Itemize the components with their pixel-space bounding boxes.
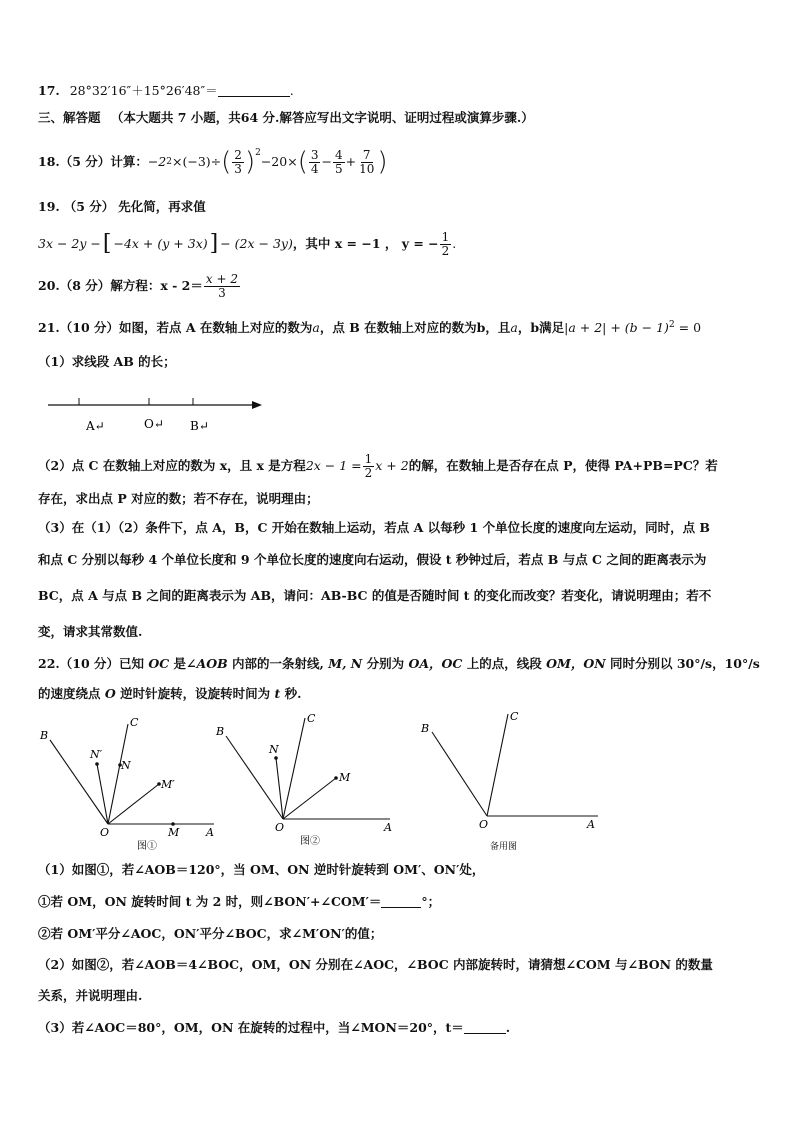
q22-part1-b: ②若 OM′平分∠AOC，ON′平分∠BOC，求∠M′ON′的值； bbox=[38, 926, 383, 941]
expr-part: − (2x − 3y) bbox=[220, 236, 293, 251]
q22-part3 bbox=[38, 1019, 510, 1037]
answer-blank[interactable] bbox=[218, 84, 290, 97]
fraction: $\frac{1}{2}$ bbox=[364, 451, 373, 480]
question-number: 20. bbox=[38, 278, 60, 293]
text: 是∠ bbox=[169, 656, 197, 671]
text: 逆时针旋转，设旋转时间为 bbox=[115, 686, 275, 701]
var: AOB bbox=[196, 656, 228, 671]
label-c: C bbox=[130, 716, 139, 729]
condition-eq: = 0 bbox=[674, 320, 702, 336]
expr-part: −20× bbox=[260, 154, 298, 169]
label-a: A bbox=[384, 821, 392, 834]
angle-sum-expression: 28°32′16″＋15°26′48″＝ bbox=[69, 83, 218, 98]
text: ，点 B 在数轴上对应的数为 bbox=[319, 320, 477, 336]
question-number: 22. bbox=[38, 656, 60, 671]
angle-figures bbox=[30, 712, 610, 860]
label-n: N bbox=[121, 759, 131, 772]
section-header bbox=[38, 109, 534, 127]
q21-part3-line4: 变，请求其常数值. bbox=[38, 624, 143, 639]
text: （2）点 C 在数轴上对应的数为 x，且 x 是方程 bbox=[38, 458, 306, 473]
expr-part: 3x − 2y − bbox=[38, 236, 101, 251]
exponent: 2 bbox=[255, 148, 261, 158]
equation: x + 2 bbox=[375, 458, 409, 473]
fraction: $\frac{4}{5}$ bbox=[334, 147, 343, 176]
answer-blank[interactable] bbox=[464, 1021, 506, 1034]
label-m: M bbox=[168, 826, 180, 839]
label-b: B bbox=[40, 729, 49, 742]
number-line-figure bbox=[40, 390, 280, 436]
ray-oc bbox=[487, 714, 508, 816]
equation: 2x − 1 = bbox=[305, 458, 362, 473]
exponent: 2 bbox=[166, 157, 172, 167]
figure-3 bbox=[420, 712, 598, 852]
figure-caption: 图② bbox=[300, 836, 320, 847]
text: 上的点，线段 bbox=[462, 656, 547, 671]
label-b: B bbox=[421, 722, 430, 735]
ray-oc bbox=[108, 724, 128, 824]
text: ， bbox=[517, 320, 531, 336]
text: 已知 bbox=[119, 656, 149, 671]
question-text: 先化简，再求值 bbox=[118, 199, 206, 214]
var: O bbox=[104, 686, 116, 701]
text: 满足 bbox=[539, 320, 565, 336]
exponent: 2 bbox=[668, 320, 675, 330]
label-o: O bbox=[100, 826, 110, 839]
label-c: C bbox=[510, 712, 519, 723]
answer-blank[interactable] bbox=[381, 895, 421, 908]
text: ①若 OM，ON 旋转时间 t 为 2 时，则∠BON′+∠COM′＝ bbox=[38, 894, 382, 909]
question-19 bbox=[38, 198, 206, 216]
section-title: 三、解答题 bbox=[38, 110, 101, 125]
label-n-prime: N′ bbox=[90, 748, 103, 761]
q22-part2-line1: （2）如图②，若∠AOB＝4∠BOC，OM，ON 分别在∠AOC，∠BOC 内部旋转时，请猜想∠COM 与∠BON 的数量 bbox=[38, 957, 713, 972]
label-a: A bbox=[206, 826, 214, 839]
label-a: A↵ bbox=[86, 419, 105, 433]
q21-part1: （1）求线段 AB 的长； bbox=[38, 354, 176, 369]
text: 秒. bbox=[280, 686, 302, 701]
question-label: 计算： bbox=[110, 154, 148, 169]
equation-lhs: x - 2＝ bbox=[160, 278, 203, 293]
text: 同时分别以 30°/s，10°/s bbox=[605, 656, 760, 671]
period: . bbox=[452, 236, 457, 251]
figure-1 bbox=[39, 716, 214, 852]
text: 的解，在数轴上是否存在点 P，使得 PA+PB=PC？若 bbox=[408, 458, 718, 473]
q21-part2-cont: 存在，求出点 P 对应的数；若不存在，说明理由； bbox=[38, 491, 319, 506]
condition-eq: |a + 2| + (b − 1) bbox=[564, 320, 669, 336]
expr-part: −4x + (y + 3x) bbox=[113, 236, 208, 251]
label-c: C bbox=[307, 712, 316, 725]
question-score: （5 分） bbox=[63, 199, 115, 214]
label-o: O↵ bbox=[144, 417, 164, 431]
q22-part1: （1）如图①，若∠AOB＝120°，当 OM、ON 逆时针旋转到 OM′、ON′处， bbox=[38, 862, 485, 877]
question-label: 解方程： bbox=[110, 278, 161, 293]
question-19-expression: 3x − 2y − [ −4x + (y + 3x) ] − (2x − 3y) ，其中 x = −1 ， y = − $\frac{1}{2}$ . bbox=[38, 229, 457, 258]
ray-om-prime bbox=[108, 784, 159, 824]
figure-2 bbox=[215, 712, 392, 847]
label-a: A bbox=[587, 818, 595, 831]
question-18: 18. （5 分） 计算： −2 2 ×(−3)÷ ( $\frac{2}{3}$ ) $^2$ −20× ( $\frac{3}{4}$ − $\frac{4}{5}$ + $\frac{7}{10}$ ) bbox=[38, 142, 388, 182]
fraction: $\frac{7}{10}$ bbox=[359, 147, 375, 176]
var: OC bbox=[148, 656, 170, 671]
point-m bbox=[334, 776, 338, 780]
fraction: $\frac{3}{4}$ bbox=[310, 147, 319, 176]
q21-part2 bbox=[38, 448, 718, 484]
q21-part3-line3: BC，点 A 与点 B 之间的距离表示为 AB，请问：AB-BC 的值是否随时间 t 的变化而改变？若变化，请说明理由；若不 bbox=[38, 588, 712, 603]
question-17 bbox=[38, 82, 294, 100]
label-b: B↵ bbox=[190, 419, 209, 433]
text: °； bbox=[421, 894, 441, 909]
var-b: b bbox=[530, 320, 540, 336]
condition: ，其中 x = −1 ， y = − bbox=[292, 236, 439, 251]
ray-ob bbox=[432, 732, 487, 816]
question-number: 18. bbox=[38, 154, 60, 169]
var: OA，OC bbox=[408, 656, 463, 671]
var-a: a bbox=[510, 320, 518, 336]
expr-part: −2 bbox=[147, 154, 167, 169]
question-number: 17. bbox=[38, 83, 60, 98]
expr-part: ×(−3)÷ bbox=[172, 154, 222, 169]
text: 的速度绕点 bbox=[38, 686, 105, 701]
fraction: $\frac{2}{3}$ bbox=[234, 147, 242, 176]
question-22-line2 bbox=[38, 685, 301, 703]
section-note: （本大题共 7 小题，共64 分.解答应写出文字说明、证明过程或演算步骤.） bbox=[110, 110, 534, 125]
text: （3）若∠AOC＝80°，OM，ON 在旋转的过程中，当∠MON＝20°，t＝ bbox=[38, 1020, 464, 1035]
question-22 bbox=[38, 655, 760, 673]
text: 内部的一条射线, bbox=[227, 656, 329, 671]
label-o: O bbox=[479, 818, 489, 831]
label-n: N bbox=[269, 743, 279, 756]
var-b: b bbox=[476, 320, 486, 336]
period: . bbox=[289, 83, 294, 98]
label-o: O bbox=[275, 821, 285, 834]
figure-caption: 备用图 bbox=[490, 842, 518, 852]
var: M, N bbox=[328, 656, 363, 671]
arrow-head bbox=[252, 401, 262, 409]
point-n-prime bbox=[95, 762, 99, 766]
figure-caption: 图① bbox=[137, 841, 157, 852]
q21-part3-line1: （3）在（1）（2）条件下，点 A，B，C 开始在数轴上运动，若点 A 以每秒 1 个单位长度的速度向左运动，同时，点 B bbox=[38, 520, 710, 535]
question-score: （8 分） bbox=[59, 278, 111, 293]
question-number: 19. bbox=[38, 199, 60, 214]
var: OM，ON bbox=[546, 656, 606, 671]
var-a: a bbox=[312, 320, 320, 336]
var: t bbox=[274, 686, 281, 701]
ray-on-prime bbox=[97, 764, 108, 824]
label-b: B bbox=[216, 725, 225, 738]
question-number: 21. bbox=[38, 320, 60, 336]
q22-part1-a bbox=[38, 893, 440, 911]
text: ，且 bbox=[485, 320, 511, 336]
question-score: （5 分） bbox=[59, 154, 111, 169]
text: 如图，若点 A 在数轴上对应的数为 bbox=[119, 320, 313, 336]
label-m-prime: M′ bbox=[161, 778, 175, 791]
point-n bbox=[274, 756, 278, 760]
text: . bbox=[505, 1020, 511, 1035]
text: 分别为 bbox=[362, 656, 409, 671]
fraction: $\frac{x + 2}{3}$ bbox=[205, 271, 238, 300]
question-21 bbox=[38, 316, 701, 337]
question-score: （10 分） bbox=[59, 656, 119, 671]
label-m: M bbox=[339, 771, 351, 784]
question-score: （10 分） bbox=[59, 320, 119, 336]
fraction: $\frac{1}{2}$ bbox=[441, 229, 450, 258]
q22-part2-line2: 关系，并说明理由. bbox=[38, 988, 143, 1003]
q21-part3-line2: 和点 C 分别以每秒 4 个单位长度和 9 个单位长度的速度向右运动，假设 t 秒钟过后，若点 B 与点 C 之间的距离表示为 bbox=[38, 552, 707, 567]
question-20 bbox=[38, 268, 241, 304]
